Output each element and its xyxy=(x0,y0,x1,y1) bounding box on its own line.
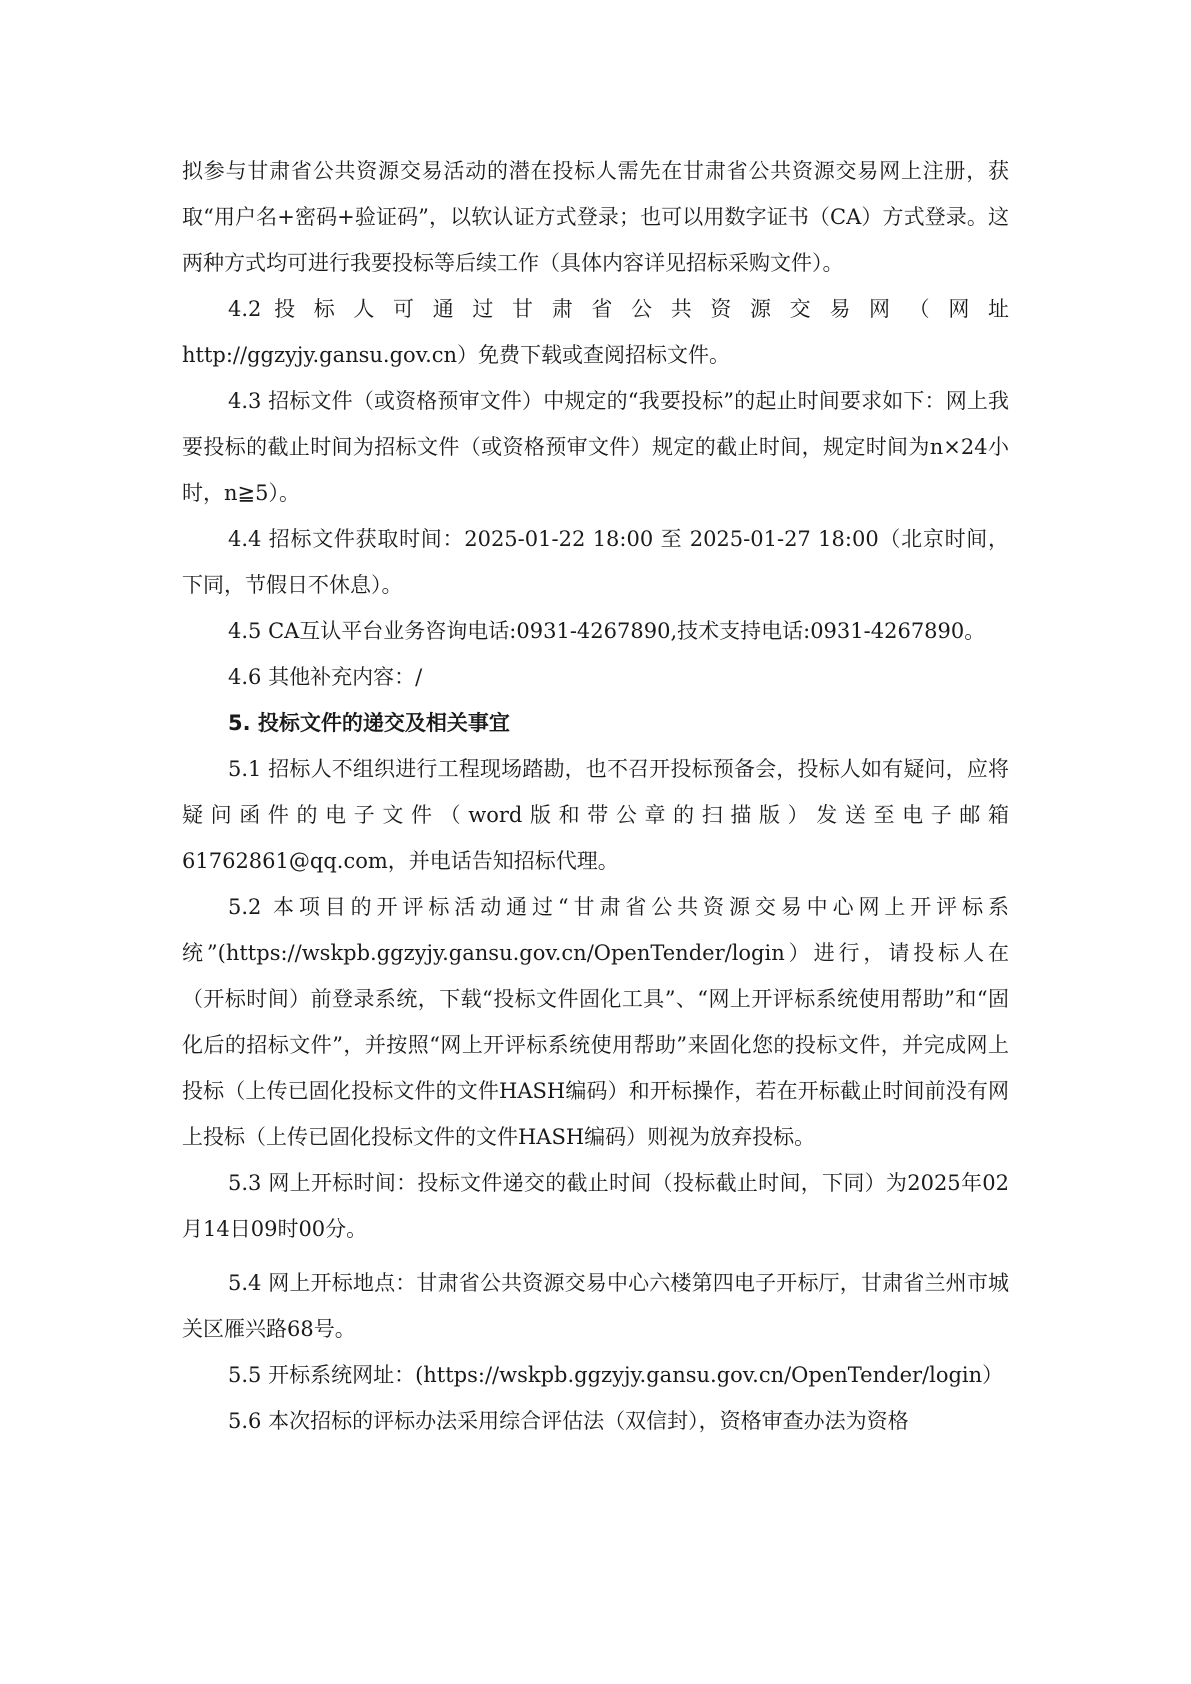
paragraph-registration-intro: 拟参与甘肃省公共资源交易活动的潜在投标人需先在甘肃省公共资源交易网上注册，获取“用户名+密码+验证码”，以软认证方式登录；也可以用数字证书（CA）方式登录。这两种方式均可进行我要投标等后续工作（具体内容详见招标采购文件）。 xyxy=(182,159,1009,275)
paragraph-5-5: 5.5 开标系统网址：(https://wskpb.ggzyjy.gansu.gov.cn/OpenTender/login） xyxy=(228,1363,1004,1387)
section-heading-5: 5. 投标文件的递交及相关事宜 xyxy=(228,711,510,735)
paragraph-5-4: 5.4 网上开标地点：甘肃省公共资源交易中心六楼第四电子开标厅，甘肃省兰州市城关区雁兴路68号。 xyxy=(182,1271,1009,1341)
paragraph-5-3: 5.3 网上开标时间：投标文件递交的截止时间（投标截止时间，下同）为2025年02月14日09时00分。 xyxy=(182,1171,1009,1241)
paragraph-5-6: 5.6 本次招标的评标办法采用综合评估法（双信封），资格审查办法为资格 xyxy=(228,1409,909,1433)
paragraph-4-5: 4.5 CA互认平台业务咨询电话:0931-4267890,技术支持电话:0931-4267890。 xyxy=(228,619,986,643)
paragraph-5-2: 5.2 本项目的开评标活动通过“甘肃省公共资源交易中心网上开评标系统”(https://wskpb.ggzyjy.gansu.gov.cn/OpenTender/login）进行，请投标人在（开标时间）前登录系统，下载“投标文件固化工具”、“网上开评标系统使用帮助”和“固化后的招标文件”，并按照“网上开评标系统使用帮助”来固化您的投标文件，并完成网上投标（上传已固化投标文件的文件HASH编码）和开标操作，若在开标截止时间前没有网上投标（上传已固化投标文件的文件HASH编码）则视为放弃投标。 xyxy=(182,895,1009,1149)
paragraph-4-2: 4.2 投 标 人 可 通 过 甘 肃 省 公 共 资 源 交 易 网 （ 网 址 http://ggzyjy.gansu.gov.cn）免费下载或查阅招标文件。 xyxy=(182,297,1009,367)
paragraph-4-4: 4.4 招标文件获取时间：2025-01-22 18:00 至 2025-01-27 18:00（北京时间，下同，节假日不休息）。 xyxy=(182,527,1009,597)
paragraph-5-1: 5.1 招标人不组织进行工程现场踏勘，也不召开投标预备会，投标人如有疑问，应将疑问函件的电子文件（word版和带公章的扫描版）发送至电子邮箱61762861@qq.com，并电话告知招标代理。 xyxy=(182,757,1009,873)
paragraph-4-6: 4.6 其他补充内容：/ xyxy=(228,665,423,689)
paragraph-4-3: 4.3 招标文件（或资格预审文件）中规定的“我要投标”的起止时间要求如下：网上我要投标的截止时间为招标文件（或资格预审文件）规定的截止时间，规定时间为n×24小时，n≧5）。 xyxy=(182,389,1009,505)
